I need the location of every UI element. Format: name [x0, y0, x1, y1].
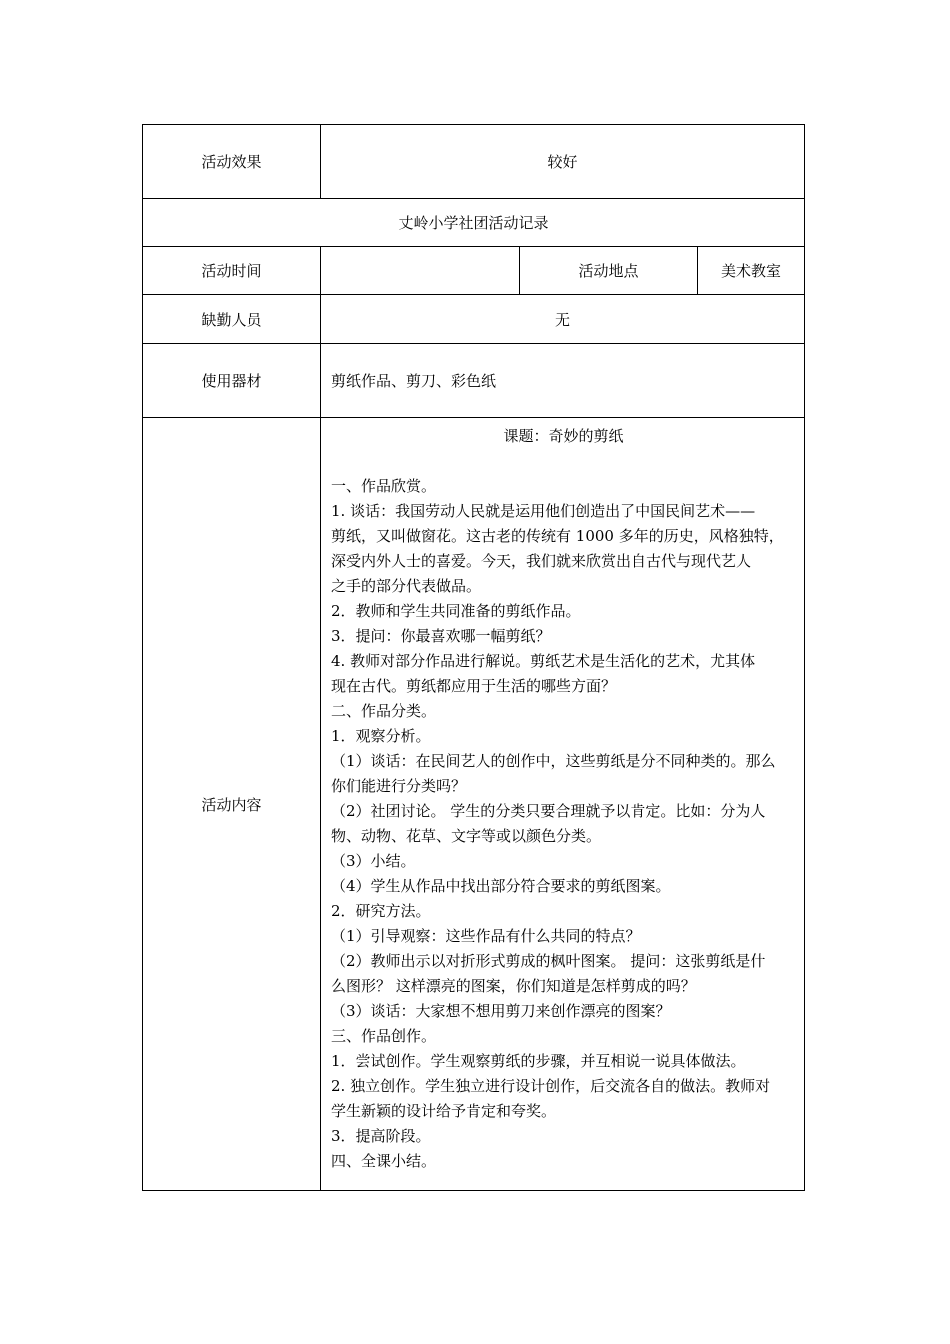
content-line: 二、作品分类。	[331, 702, 437, 720]
content-row	[143, 418, 805, 1191]
content-line: 现在古代。剪纸都应用于生活的哪些方面？	[331, 677, 617, 695]
content-line: 4. 教师对部分作品进行解说。剪纸艺术是生活化的艺术，尤其体	[331, 652, 756, 670]
content-line: 2．教师和学生共同准备的剪纸作品。	[331, 602, 581, 620]
absent-label: 缺勤人员	[143, 295, 321, 344]
content-line: 1. 谈话：我国劳动人民就是运用他们创造出了中国民间艺术——	[331, 502, 756, 520]
absent-value: 无	[321, 295, 805, 344]
content-line: （1）引导观察：这些作品有什么共同的特点？	[331, 927, 641, 945]
content-line: 深受内外人士的喜爱。今天，我们就来欣赏出自古代与现代艺人	[331, 552, 752, 570]
equipment-row	[143, 344, 805, 418]
content-line: 剪纸，又叫做窗花。这古老的传统有 1000 多年的历史，风格独特，	[331, 527, 784, 545]
content-line: 3．提问：你最喜欢哪一幅剪纸？	[331, 627, 551, 645]
content-line: 之手的部分代表做品。	[331, 577, 482, 595]
content-line: （2）教师出示以对折形式剪成的枫叶图案。 提问：这张剪纸是什	[331, 952, 766, 970]
content-cell	[321, 418, 805, 1191]
effect-value: 较好	[321, 125, 805, 199]
effect-label: 活动效果	[143, 125, 321, 199]
record-title-row	[143, 199, 805, 247]
content-line: （4）学生从作品中找出部分符合要求的剪纸图案。	[331, 877, 671, 895]
content-line: 一、作品欣赏。	[331, 477, 437, 495]
time-label: 活动时间	[143, 247, 321, 295]
content-line: 物、动物、花草、文字等或以颜色分类。	[331, 827, 602, 845]
place-value: 美术教室	[698, 247, 805, 295]
content-line: 1．尝试创作。学生观察剪纸的步骤，并互相说一说具体做法。	[331, 1052, 746, 1070]
content-line: 3．提高阶段。	[331, 1127, 431, 1145]
content-line: 三、作品创作。	[331, 1027, 437, 1045]
content-line: 2. 独立创作。学生独立进行设计创作，后交流各自的做法。教师对	[331, 1077, 771, 1095]
lesson-content	[331, 474, 796, 1174]
content-line: （2）社团讨论。 学生的分类只要合理就予以肯定。比如：分为人	[331, 802, 766, 820]
content-line: （3）小结。	[331, 852, 416, 870]
content-label: 活动内容	[143, 418, 321, 1191]
time-value	[321, 247, 520, 295]
time-place-row	[143, 247, 805, 295]
lesson-title: 课题：奇妙的剪纸	[503, 427, 624, 445]
content-line: 学生新颖的设计给予肯定和夸奖。	[331, 1102, 557, 1120]
content-line: （1）谈话：在民间艺人的创作中，这些剪纸是分不同种类的。那么	[331, 752, 776, 770]
content-line: 1．观察分析。	[331, 727, 431, 745]
place-label: 活动地点	[520, 247, 698, 295]
absent-row	[143, 295, 805, 344]
equipment-value: 剪纸作品、剪刀、彩色纸	[321, 344, 805, 418]
content-line: 么图形？ 这样漂亮的图案，你们知道是怎样剪成的吗？	[331, 977, 696, 995]
effect-row	[143, 125, 805, 199]
content-line: （3）谈话：大家想不想用剪刀来创作漂亮的图案？	[331, 1002, 671, 1020]
equipment-label: 使用器材	[143, 344, 321, 418]
content-line: 四、全课小结。	[331, 1152, 437, 1170]
record-title: 丈岭小学社团活动记录	[143, 199, 805, 247]
activity-record-table	[142, 124, 805, 1191]
content-line: 你们能进行分类吗？	[331, 777, 467, 795]
content-line: 2．研究方法。	[331, 902, 431, 920]
